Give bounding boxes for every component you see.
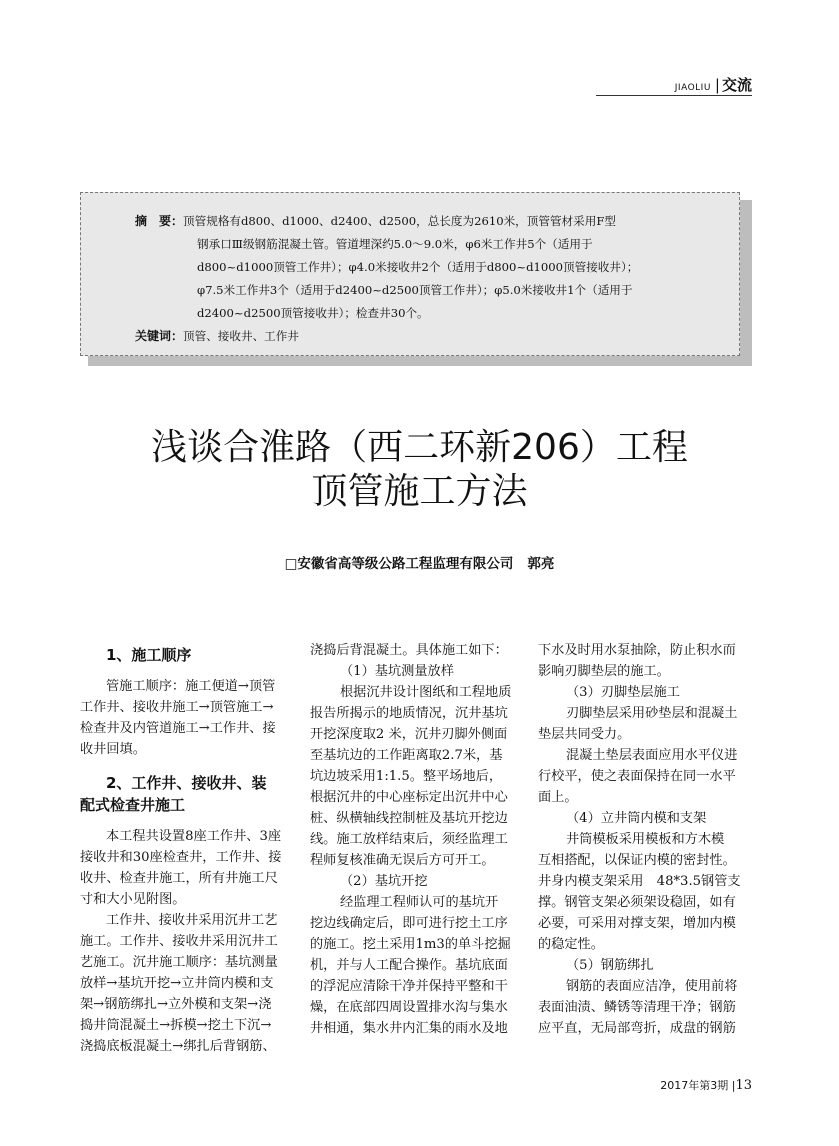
body-line: 管施工顺序：施工便道→顶管 bbox=[106, 679, 276, 694]
header-label bbox=[675, 74, 752, 95]
body-column-2 bbox=[310, 640, 522, 1039]
body-line: 下水及时用水泵抽除，防止积水而 bbox=[538, 643, 736, 658]
section-heading: 配式检查井施工 bbox=[80, 796, 186, 814]
body-line: 架→钢筋绑扎→立外模和支架→浇 bbox=[80, 997, 272, 1012]
body-line: 放样→基坑开挖→立井筒内模和支 bbox=[80, 976, 274, 991]
body-line: （5）钢筋绑扎 bbox=[566, 958, 654, 973]
body-line: （3）刃脚垫层施工 bbox=[566, 685, 680, 700]
abstract-line: φ7.5米工作井3个（适用于d2400~d2500顶管工作井）；φ5.0米接收井1个（适用于 bbox=[197, 283, 633, 297]
abstract-box bbox=[80, 192, 740, 356]
body-line: 浇捣后背混凝土。具体施工如下： bbox=[310, 643, 508, 658]
body-line: 的浮泥应清除干净并保持平整和干 bbox=[310, 979, 508, 994]
body-line: 经监理工程师认可的基坑开 bbox=[340, 895, 499, 910]
body-line: （2）基坑开挖 bbox=[340, 874, 428, 889]
header-cn: 交流 bbox=[721, 76, 752, 94]
page-footer bbox=[660, 1077, 752, 1093]
abstract-line: 顶管规格有d800、d1000、d2400、d2500，总长度为2610米，顶管管材采用F型 bbox=[183, 214, 616, 228]
body-line: 挖边线确定后，即可进行挖土工序 bbox=[310, 916, 508, 931]
keywords-label: 关键词： bbox=[135, 329, 184, 343]
author-org: □安徽省高等级公路工程监理有限公司 bbox=[284, 556, 514, 572]
abstract-line: 钢承口Ⅲ级钢筋混凝土管。管道埋深约5.0～9.0米，φ6米工作井5个（适用于 bbox=[197, 237, 593, 251]
body-column-1 bbox=[80, 640, 292, 1057]
footer-separator: | bbox=[731, 1079, 736, 1092]
title-line-1: 浅谈合淮路（西二环新206）工程 bbox=[151, 427, 688, 468]
body-line: 至基坑边的工作距离取2.7米，基 bbox=[310, 748, 503, 763]
body-line: 互相搭配，以保证内模的密封性。 bbox=[538, 853, 736, 868]
body-line: 工作井、接收井施工→顶管施工→ bbox=[80, 700, 274, 715]
body-line: 桩、纵横轴线控制桩及基坑开挖边 bbox=[310, 811, 508, 826]
body-line: 表面油渍、鳞锈等清理干净；钢筋 bbox=[538, 1000, 736, 1015]
body-line: 必要，可采用对撑支架，增加内模 bbox=[538, 916, 736, 931]
keywords-text: 顶管、接收井、工作井 bbox=[183, 329, 299, 343]
body-line: 工作井、接收井采用沉井工艺 bbox=[106, 913, 278, 928]
footer-issue: 2017年第3期 bbox=[660, 1079, 729, 1092]
body-line: 收井回填。 bbox=[80, 742, 146, 757]
body-line: 程师复核准确无误后方可开工。 bbox=[310, 853, 495, 868]
section-heading: 2、工作井、接收井、装 bbox=[106, 774, 267, 792]
header-en: JIAOLIU bbox=[674, 83, 711, 93]
body-line: 井筒模板采用模板和方木模 bbox=[566, 832, 725, 847]
abstract-line: d800~d1000顶管工作井）；φ4.0米接收井2个（适用于d800~d1000顶管接收井）； bbox=[197, 260, 639, 274]
body-column-3 bbox=[538, 640, 752, 1039]
body-line: 撑。钢管支架必须架设稳固，如有 bbox=[538, 895, 736, 910]
body-line: （4）立井筒内模和支架 bbox=[566, 811, 707, 826]
body-line: 刃脚垫层采用砂垫层和混凝土 bbox=[566, 706, 738, 721]
body-line: 井身内模支架采用 48*3.5钢管支 bbox=[538, 874, 741, 889]
body-line: 井相通，集水井内汇集的雨水及地 bbox=[310, 1021, 508, 1036]
body-line: 的稳定性。 bbox=[538, 937, 604, 952]
author-name: 郭亮 bbox=[527, 556, 555, 572]
body-line: 混凝土垫层表面应用水平仪进 bbox=[566, 748, 738, 763]
body-line: 钢筋的表面应洁净，使用前将 bbox=[566, 979, 738, 994]
header-separator: | bbox=[714, 76, 720, 94]
body-line: 燥，在底部四周设置排水沟与集水 bbox=[310, 1000, 508, 1015]
body-line: 坑边坡采用1:1.5。整平场地后， bbox=[310, 769, 503, 784]
body-line: 报告所揭示的地质情况，沉井基坑 bbox=[310, 706, 508, 721]
abstract-line: d2400~d2500顶管接收井）；检查井30个。 bbox=[197, 306, 429, 320]
body-line: 寸和大小见附图。 bbox=[80, 892, 186, 907]
page-number: 13 bbox=[735, 1078, 752, 1093]
body-line: 的施工。挖土采用1m3的单斗挖掘 bbox=[310, 937, 511, 952]
abstract-label: 摘 要： bbox=[135, 214, 184, 228]
body-line: 收井、检查井施工，所有井施工尺 bbox=[80, 871, 278, 886]
body-line: 机，并与人工配合操作。基坑底面 bbox=[310, 958, 508, 973]
page-header bbox=[596, 74, 752, 96]
author-line bbox=[0, 552, 839, 572]
body-line: 垫层共同受力。 bbox=[538, 727, 631, 742]
body-line: 艺施工。沉井施工顺序：基坑测量 bbox=[80, 955, 278, 970]
keywords-row bbox=[135, 325, 699, 348]
body-line: 根据沉井的中心座标定出沉井中心 bbox=[310, 790, 508, 805]
body-line: 行校平，使之表面保持在同一水平 bbox=[538, 769, 736, 784]
body-line: 影响刃脚垫层的施工。 bbox=[538, 664, 670, 679]
body-line: （1）基坑测量放样 bbox=[340, 664, 454, 679]
body-line: 应平直，无局部弯折，成盘的钢筋 bbox=[538, 1021, 736, 1036]
body-line: 施工。工作井、接收井采用沉井工 bbox=[80, 934, 278, 949]
body-line: 本工程共设置8座工作井、3座 bbox=[106, 829, 282, 844]
body-line: 浇捣底板混凝土→绑扎后背钢筋、 bbox=[80, 1039, 276, 1054]
body-line: 根据沉井设计图纸和工程地质 bbox=[340, 685, 512, 700]
body-line: 接收井和30座检查井，工作井、接 bbox=[80, 850, 282, 865]
abstract-row bbox=[135, 210, 699, 233]
body-line: 开挖深度取2 米，沉井刃脚外侧面 bbox=[310, 727, 508, 742]
section-heading: 1、施工顺序 bbox=[106, 646, 192, 664]
body-line: 捣井筒混凝土→拆模→挖土下沉→ bbox=[80, 1018, 272, 1033]
body-line: 面上。 bbox=[538, 790, 578, 805]
body-line: 检查井及内管道施工→工作井、接 bbox=[80, 721, 276, 736]
article-title bbox=[0, 426, 839, 514]
body-line: 线。施工放样结束后，须经监理工 bbox=[310, 832, 508, 847]
title-line-2: 顶管施工方法 bbox=[311, 471, 528, 512]
header-rule bbox=[596, 95, 752, 96]
